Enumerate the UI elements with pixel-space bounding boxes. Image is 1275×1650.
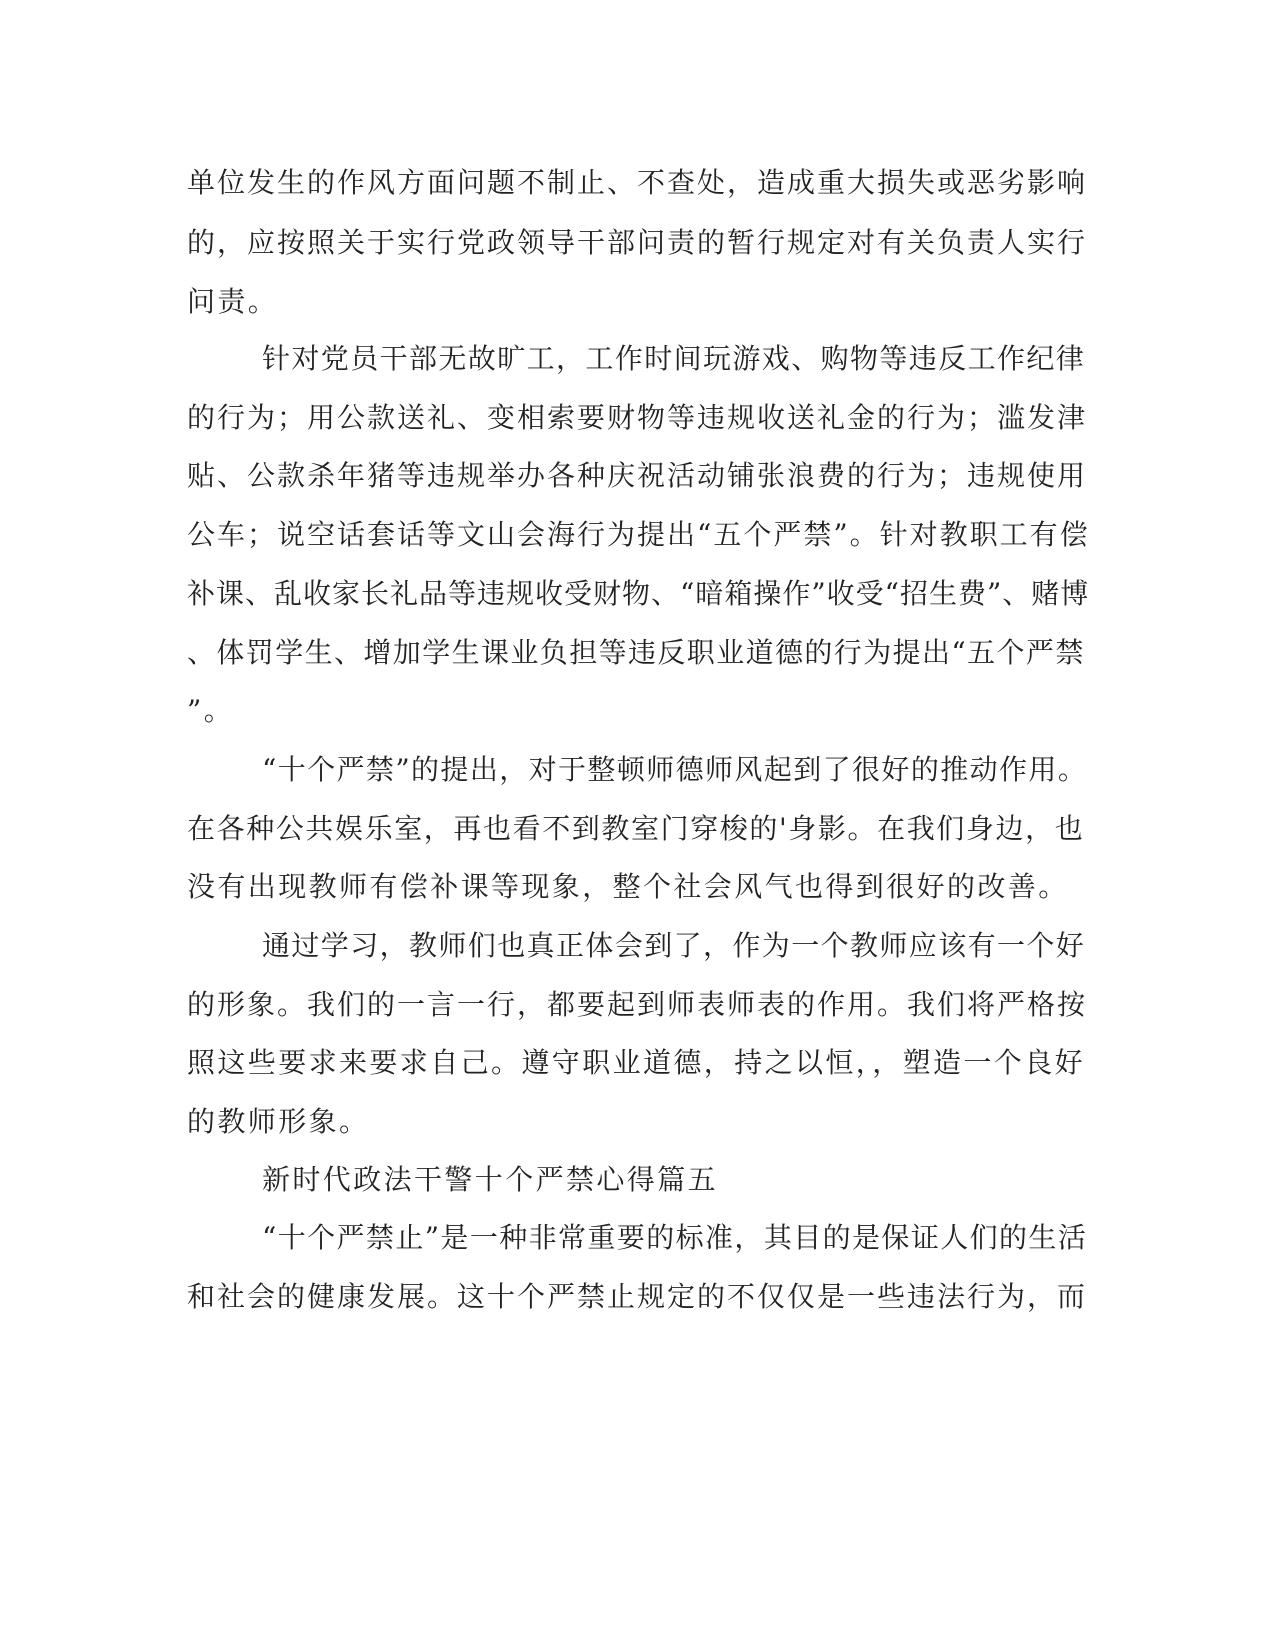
paragraph-first-line: 通过学习，教师们也真正体会到了，作为一个教师应该有一个好 (262, 929, 1086, 962)
text-line: 单位发生的作风方面问题不制止、不查处，造成重大损失或恶劣影响 (187, 166, 1088, 199)
paragraph-first-line: “十个严禁”的提出，对于整顿师德师风起到了很好的推动作用。 (262, 753, 1088, 786)
text-line: 补课、乱收家长礼品等违规收受财物、“暗箱操作”收受“招生费”、赌博 (187, 577, 1090, 610)
text-line: 的教师形象。 (187, 1105, 370, 1138)
text-line: 的形象。我们的一言一行，都要起到师表师表的作用。我们将严格按 (187, 988, 1088, 1021)
text-line: 的，应按照关于实行党政领导干部问责的暂行规定对有关负责人实行 (187, 226, 1088, 259)
text-line: 没有出现教师有偿补课等现象，整个社会风气也得到很好的改善。 (187, 870, 1069, 903)
text-line: 和社会的健康发展。这十个严禁止规定的不仅仅是一些违法行为，而 (187, 1280, 1088, 1313)
text-line: 在各种公共娱乐室，再也看不到教室门穿梭的'身影。在我们身边，也 (187, 812, 1085, 845)
paragraph-first-line: 针对党员干部无故旷工，工作时间玩游戏、购物等违反工作纪律 (262, 342, 1086, 375)
text-line: 问责。 (187, 285, 279, 318)
text-line: ”。 (187, 694, 235, 727)
text-line: 、体罚学生、增加学生课业负担等违反职业道德的行为提出“五个严禁 (187, 636, 1085, 669)
paragraph-first-line: “十个严禁止”是一种非常重要的标准，其目的是保证人们的生活 (262, 1221, 1088, 1254)
text-line: 公车；说空话套话等文山会海行为提出“五个严禁”。针对教职工有偿 (187, 518, 1090, 551)
text-line: 照这些要求来要求自己。遵守职业道德，持之以恒，，塑造一个良好 (187, 1046, 1086, 1079)
text-line: 贴、公款杀年猪等违规举办各种庆祝活动铺张浪费的行为；违规使用 (187, 459, 1088, 492)
text-line: 的行为；用公款送礼、变相索要财物等违规收送礼金的行为；滥发津 (187, 401, 1088, 434)
section-heading: 新时代政法干警十个严禁心得篇五 (262, 1163, 719, 1196)
